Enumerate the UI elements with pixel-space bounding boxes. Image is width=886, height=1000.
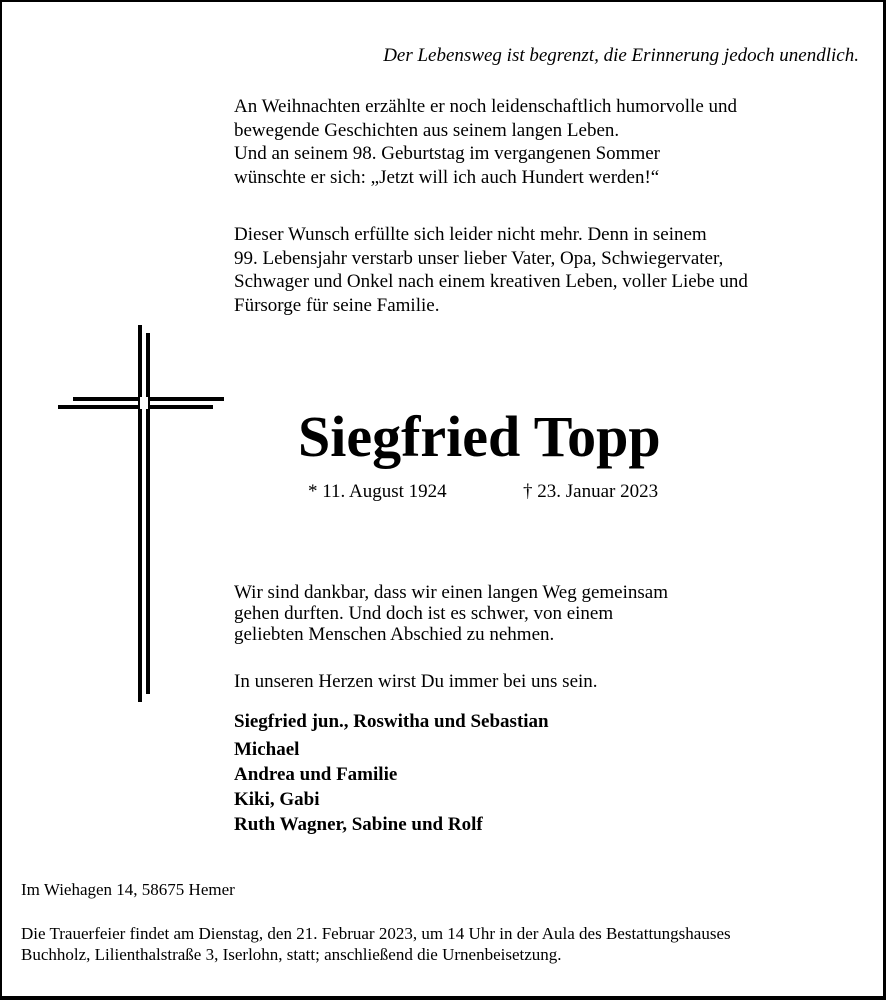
mourner: Michael bbox=[234, 739, 300, 760]
text-line: Fürsorge für seine Familie. bbox=[234, 294, 440, 316]
mourners-list bbox=[234, 709, 549, 837]
mourner: Andrea und Familie bbox=[234, 764, 398, 785]
text-line: Buchholz, Lilienthalstraße 3, Iserlohn, statt; anschließend die Urnenbeisetzung. bbox=[21, 945, 562, 964]
text-line: wünschte er sich: „Jetzt will ich auch Hundert werden!“ bbox=[234, 166, 660, 188]
funeral-info bbox=[21, 923, 731, 965]
mourner: Siegfried jun., Roswitha und Sebastian bbox=[234, 711, 549, 732]
text-line: Die Trauerfeier findet am Dienstag, den 21. Februar 2023, um 14 Uhr in der Aula des Bestattungshauses bbox=[21, 924, 731, 943]
thanks-paragraph bbox=[234, 582, 668, 645]
text-line: An Weihnachten erzählte er noch leidenschaftlich humorvolle und bbox=[234, 96, 738, 117]
death-date: † 23. Januar 2023 bbox=[523, 481, 659, 502]
mourner: Kiki, Gabi bbox=[234, 789, 320, 810]
text-line: bewegende Geschichten aus seinem langen Leben. bbox=[234, 119, 620, 141]
text-line: Dieser Wunsch erfüllte sich leider nicht mehr. Denn in seinem bbox=[234, 224, 707, 245]
address: Im Wiehagen 14, 58675 Hemer bbox=[21, 880, 235, 899]
motto: Der Lebensweg ist begrenzt, die Erinnerung jedoch unendlich. bbox=[383, 45, 859, 66]
birth-date: * 11. August 1924 bbox=[308, 481, 447, 502]
deceased-name: Siegfried Topp bbox=[298, 404, 661, 469]
text-line: gehen durften. Und doch ist es schwer, von einem bbox=[234, 603, 614, 624]
intro-paragraph-1 bbox=[234, 95, 737, 189]
text-line: Schwager und Onkel nach einem kreativen Leben, voller Liebe und bbox=[234, 271, 748, 292]
mourner: Ruth Wagner, Sabine und Rolf bbox=[234, 814, 483, 835]
intro-paragraph-2 bbox=[234, 223, 748, 317]
text-line: Wir sind dankbar, dass wir einen langen Weg gemeinsam bbox=[234, 582, 669, 603]
text-line: Und an seinem 98. Geburtstag im vergangenen Sommer bbox=[234, 143, 660, 164]
text-line: geliebten Menschen Abschied zu nehmen. bbox=[234, 624, 555, 645]
hearts-line: In unseren Herzen wirst Du immer bei uns sein. bbox=[234, 671, 598, 692]
text-line: 99. Lebensjahr verstarb unser lieber Vater, Opa, Schwiegervater, bbox=[234, 247, 724, 269]
